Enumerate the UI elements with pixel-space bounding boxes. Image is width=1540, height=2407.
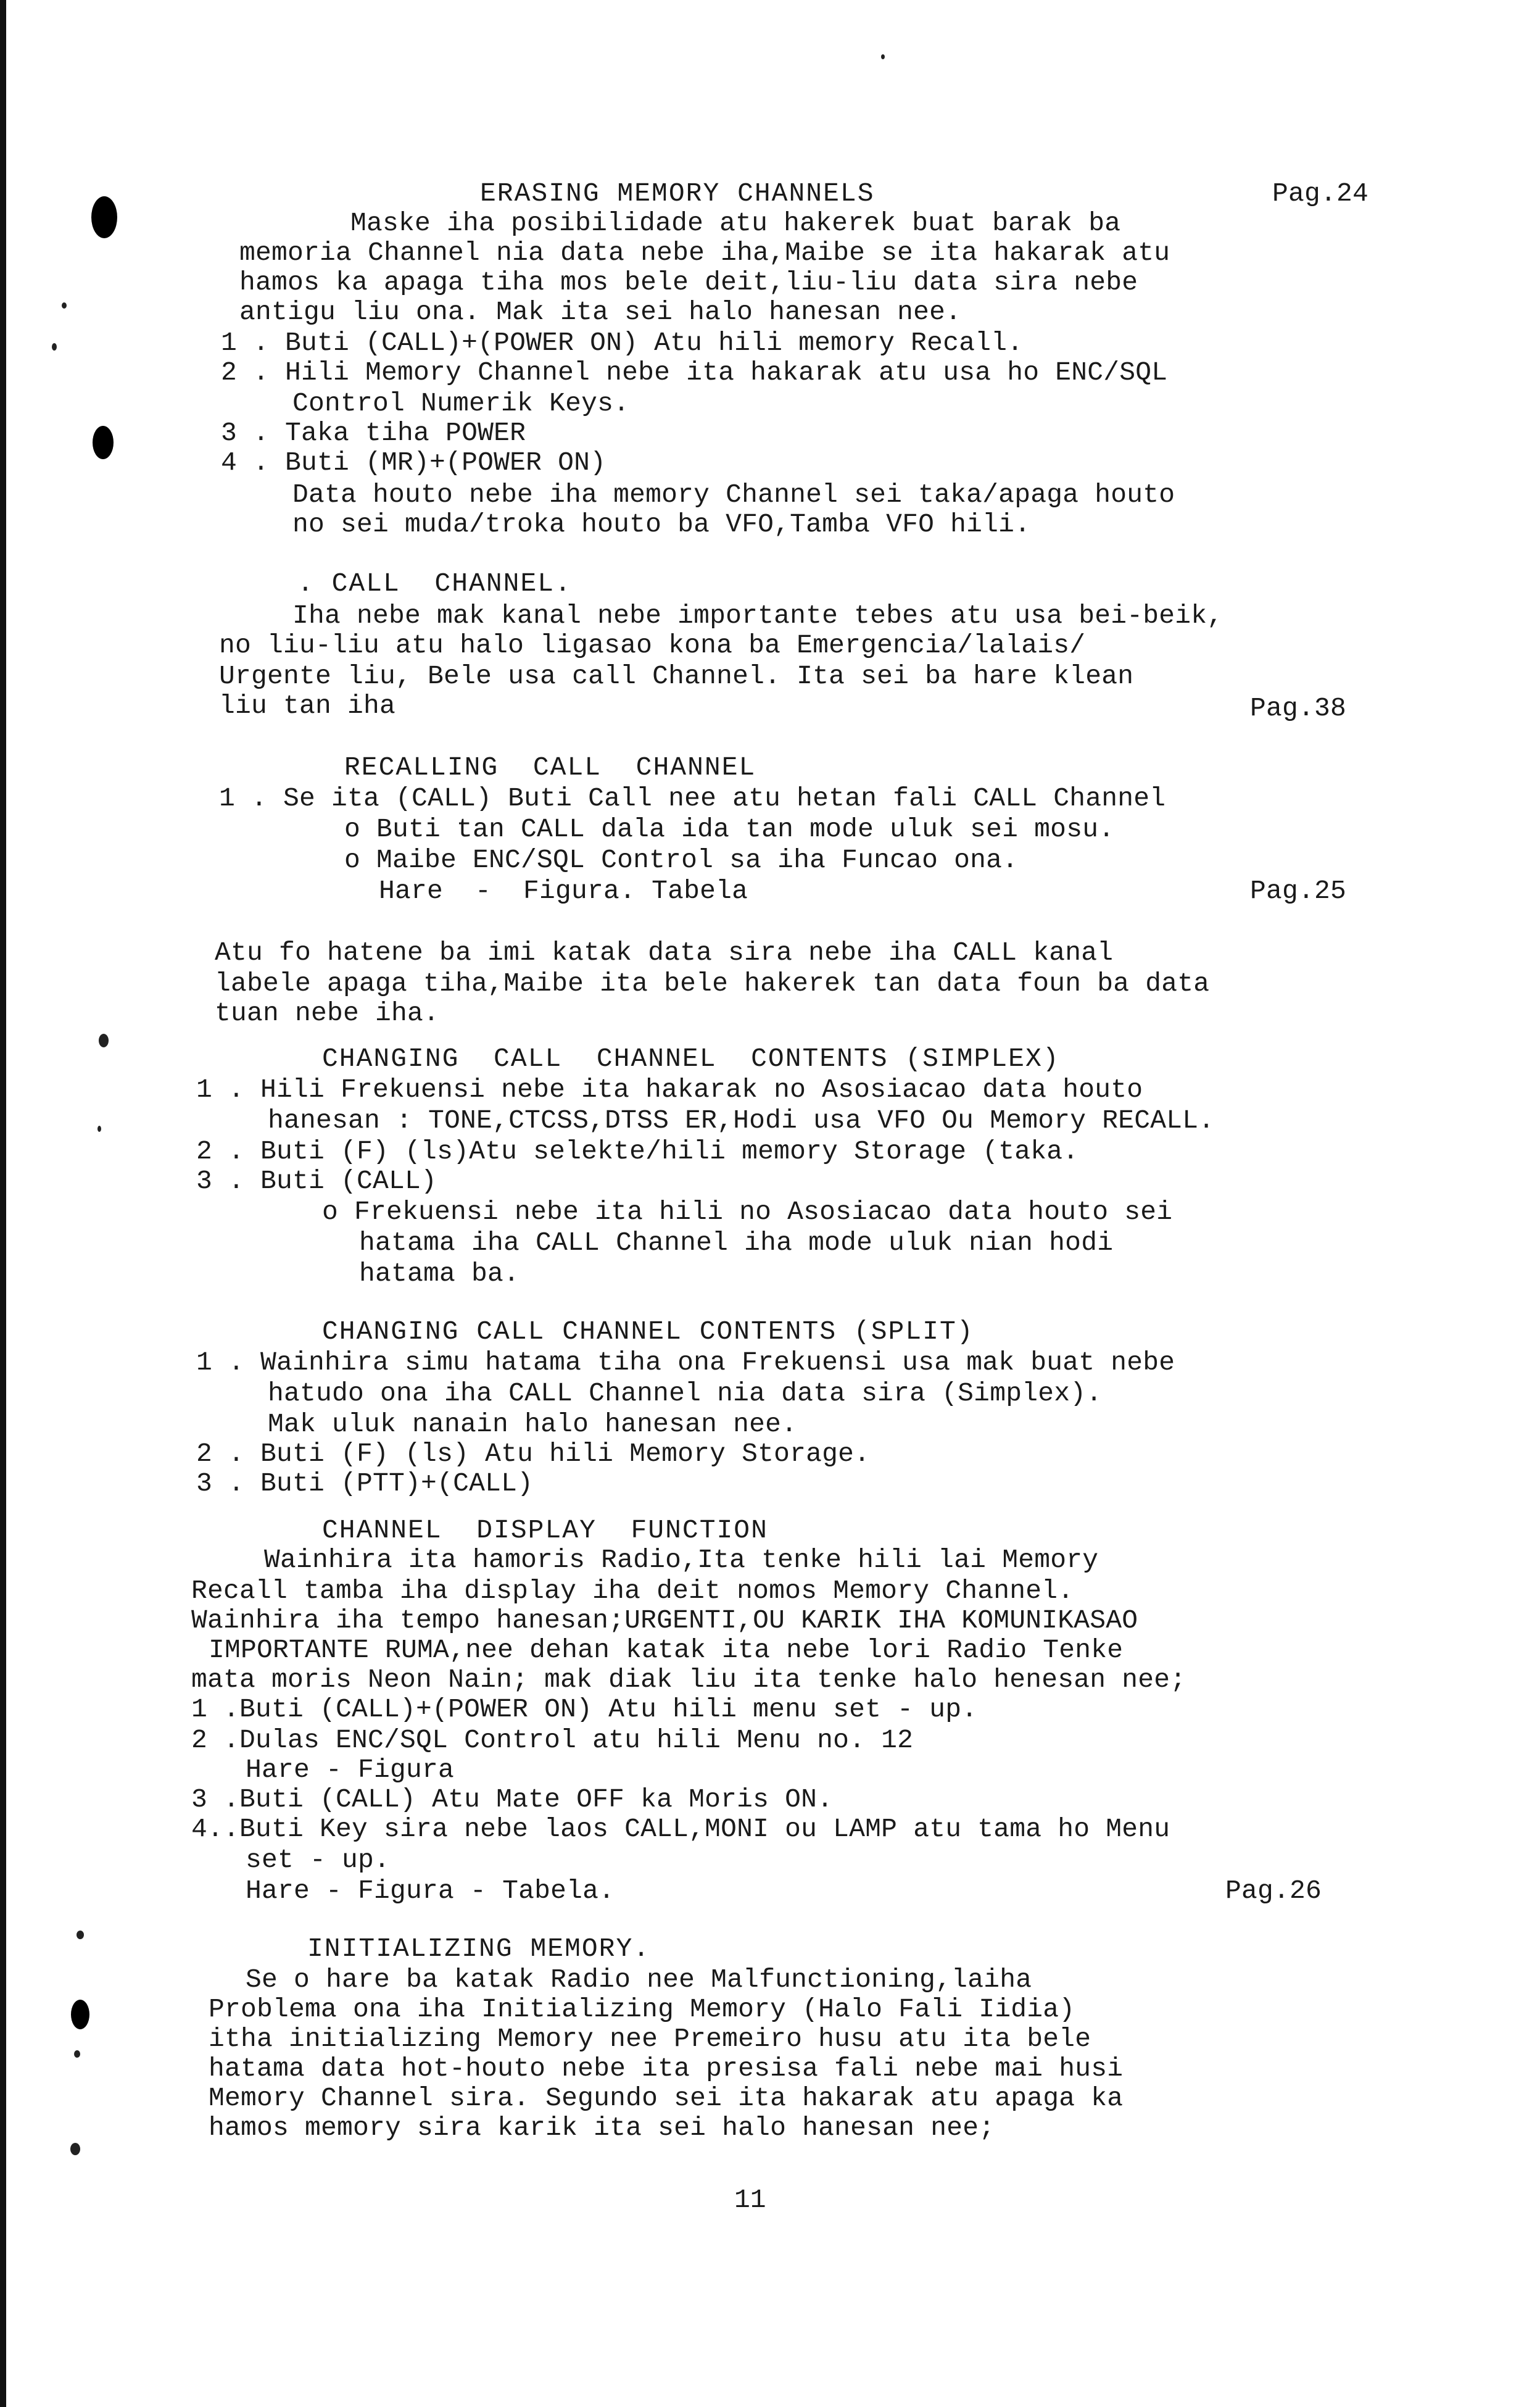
page-reference: Pag.24 (1272, 178, 1369, 209)
step-continuation: set - up. (246, 1845, 391, 1875)
figure-reference: Hare - Figura - Tabela. (246, 1876, 615, 1906)
paragraph-line: hamos ka apaga tiha mos bele deit,liu-liu data sira nebe (239, 267, 1138, 297)
step-continuation: hatama iha CALL Channel iha mode uluk nian hodi (359, 1228, 1114, 1258)
paragraph-line: Wainhira ita hamoris Radio,Ita tenke hili lai Memory (264, 1545, 1099, 1575)
scan-speck (62, 302, 67, 309)
numbered-step: 3 . Buti (PTT)+(CALL) (196, 1468, 534, 1499)
page-reference: Pag.25 (1250, 876, 1347, 906)
paragraph-line: memoria Channel nia data nebe iha,Maibe se ita hakarak atu (239, 238, 1170, 268)
scan-speck (70, 2143, 80, 2155)
scan-speck (99, 1034, 109, 1047)
scan-speck (52, 343, 57, 351)
page-reference: Pag.26 (1225, 1876, 1322, 1906)
numbered-step: 4..Buti Key sira nebe laos CALL,MONI ou LAMP atu tama ho Menu (191, 1814, 1170, 1844)
paragraph-line: antigu liu ona. Mak ita sei halo hanesan nee. (239, 297, 962, 327)
section-heading-recalling: RECALLING CALL CHANNEL (344, 752, 756, 783)
numbered-step: 3 . Buti (CALL) (196, 1166, 437, 1196)
numbered-step: 4 . Buti (MR)+(POWER ON) (221, 447, 606, 478)
page-reference: Pag.38 (1250, 693, 1347, 723)
paragraph-line: Maske iha posibilidade atu hakerek buat barak ba (350, 208, 1121, 238)
paragraph-line: Wainhira iha tempo hanesan;URGENTI,OU KARIK IHA KOMUNIKASAO (191, 1605, 1138, 1636)
paragraph-line: itha initializing Memory nee Premeiro husu atu ita bele (209, 2024, 1091, 2054)
page-number: 11 (734, 2185, 766, 2215)
paragraph-line: Problema ona iha Initializing Memory (Halo Fali Iidia) (209, 1994, 1075, 2024)
paragraph-line: hamos memory sira karik ita sei halo hanesan nee; (209, 2113, 995, 2143)
paragraph-line: Iha nebe mak kanal nebe importante tebes atu usa bei-beik, (292, 601, 1223, 631)
step-continuation: no sei muda/troka houto ba VFO,Tamba VFO hili. (292, 509, 1031, 539)
figure-reference: Hare - Figura. Tabela (379, 876, 748, 906)
numbered-step: 3 . Taka tiha POWER (221, 418, 526, 448)
paragraph-line: mata moris Neon Nain; mak diak liu ita tenke halo henesan nee; (191, 1665, 1186, 1695)
paragraph-line: liu tan iha (219, 691, 396, 721)
section-heading-display-function: CHANNEL DISPLAY FUNCTION (322, 1515, 768, 1545)
scan-speck (97, 1126, 101, 1132)
step-continuation: Control Numerik Keys. (292, 388, 630, 418)
paragraph-line: Se o hare ba katak Radio nee Malfunctioning,laiha (246, 1964, 1032, 1995)
section-heading-erasing: ERASING MEMORY CHANNELS (480, 178, 875, 209)
section-heading-call-channel: . CALL CHANNEL. (297, 568, 572, 599)
scan-speck (881, 54, 885, 59)
punch-hole-mark (71, 2000, 89, 2029)
section-heading-initializing: INITIALIZING MEMORY. (307, 1934, 651, 1964)
scan-speck (74, 2050, 80, 2058)
figure-reference: Hare - Figura (246, 1755, 455, 1785)
numbered-step: 1 .Buti (CALL)+(POWER ON) Atu hili menu set - up. (191, 1694, 978, 1724)
bullet-item: o Buti tan CALL dala ida tan mode uluk sei mosu. (344, 814, 1115, 844)
numbered-step: 1 . Se ita (CALL) Buti Call nee atu hetan fali CALL Channel (219, 783, 1166, 813)
punch-hole-mark (93, 426, 114, 459)
scan-speck (77, 1931, 84, 1939)
step-continuation: hanesan : TONE,CTCSS,DTSS ER,Hodi usa VFO Ou Memory RECALL. (268, 1105, 1215, 1136)
section-heading-split: CHANGING CALL CHANNEL CONTENTS (SPLIT) (322, 1316, 974, 1347)
bullet-item: o Frekuensi nebe ita hili no Asosiacao data houto sei (322, 1197, 1173, 1227)
paragraph-line: Memory Channel sira. Segundo sei ita hakarak atu apaga ka (209, 2083, 1124, 2113)
paragraph-line: tuan nebe iha. (215, 998, 440, 1028)
paragraph-line: hatama data hot-houto nebe ita presisa fali nebe mai husi (209, 2053, 1124, 2084)
paragraph-line: no liu-liu atu halo ligasao kona ba Emergencia/lalais/ (219, 630, 1086, 660)
paragraph-line: Recall tamba iha display iha deit nomos Memory Channel. (191, 1576, 1074, 1606)
step-continuation: Mak uluk nanain halo hanesan nee. (268, 1409, 798, 1439)
paragraph-line: Urgente liu, Bele usa call Channel. Ita sei ba hare klean (219, 661, 1134, 691)
numbered-step: 2 . Buti (F) (ls)Atu selekte/hili memory Storage (taka. (196, 1136, 1079, 1166)
numbered-step: 2 . Hili Memory Channel nebe ita hakarak atu usa ho ENC/SQL (221, 357, 1168, 388)
numbered-step: 2 .Dulas ENC/SQL Control atu hili Menu no. 12 (191, 1725, 914, 1755)
paragraph-line: Atu fo hatene ba imi katak data sira nebe iha CALL kanal (215, 937, 1114, 968)
bullet-item: o Maibe ENC/SQL Control sa iha Funcao ona. (344, 845, 1019, 875)
numbered-step: 3 .Buti (CALL) Atu Mate OFF ka Moris ON. (191, 1784, 834, 1815)
numbered-step: 2 . Buti (F) (ls) Atu hili Memory Storage. (196, 1439, 871, 1469)
numbered-step: 1 . Buti (CALL)+(POWER ON) Atu hili memory Recall. (221, 328, 1024, 358)
paragraph-line: labele apaga tiha,Maibe ita bele hakerek tan data foun ba data (215, 968, 1210, 999)
punch-hole-mark (91, 196, 117, 238)
step-continuation: hatama ba. (359, 1258, 520, 1289)
section-heading-simplex: CHANGING CALL CHANNEL CONTENTS (SIMPLEX) (322, 1044, 1060, 1074)
paragraph-line: IMPORTANTE RUMA,nee dehan katak ita nebe lori Radio Tenke (209, 1635, 1124, 1665)
numbered-step: 1 . Wainhira simu hatama tiha ona Frekuensi usa mak buat nebe (196, 1347, 1175, 1378)
step-continuation: Data houto nebe iha memory Channel sei taka/apaga houto (292, 480, 1175, 510)
step-continuation: hatudo ona iha CALL Channel nia data sira (Simplex). (268, 1378, 1103, 1408)
numbered-step: 1 . Hili Frekuensi nebe ita hakarak no Asosiacao data houto (196, 1075, 1143, 1105)
